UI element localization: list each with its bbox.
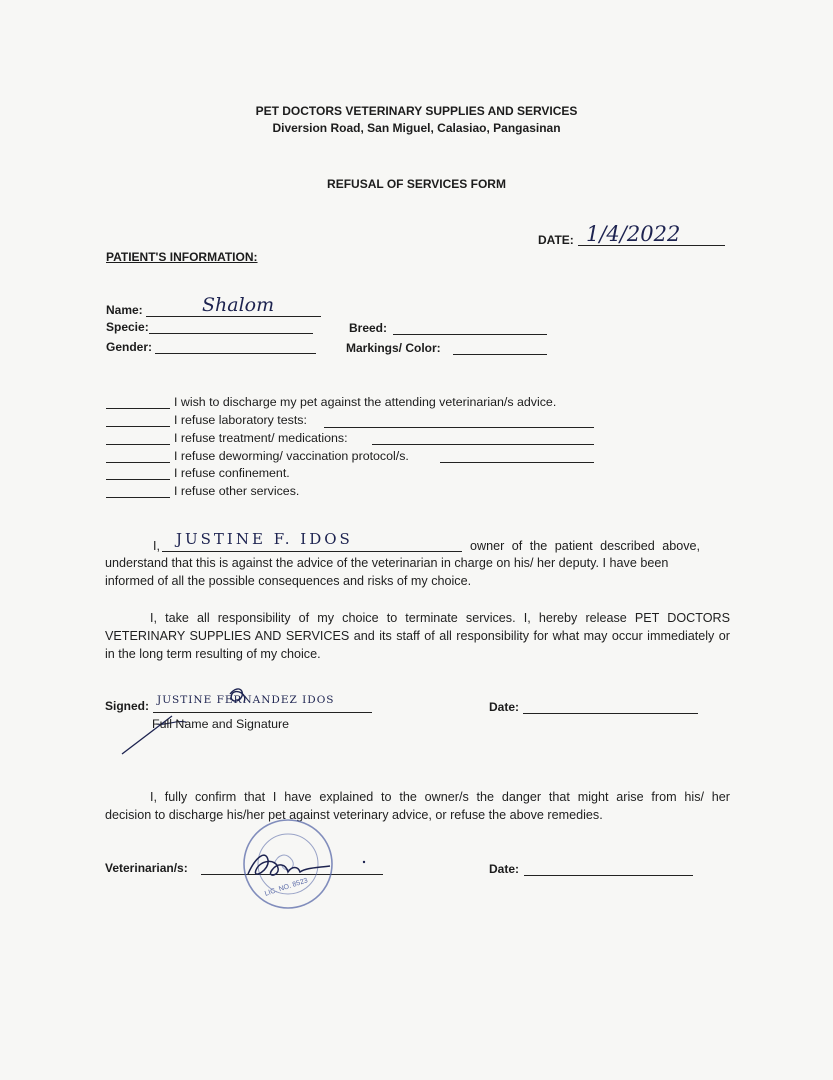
checklist-item-deworming[interactable] xyxy=(106,449,409,467)
confirmation-paragraph xyxy=(105,788,730,824)
statement-line-3: informed of all the possible consequences and risks of my choice. xyxy=(105,574,472,588)
lab-tests-line[interactable] xyxy=(324,427,594,428)
owner-suffix: owner of the patient described above, xyxy=(470,539,701,553)
veterinarian-date-label: Date: xyxy=(489,862,520,876)
checklist-text: I wish to discharge my pet against the attending veterinarian/s advice. xyxy=(174,395,557,409)
checklist-blank[interactable] xyxy=(106,485,170,498)
signature-value[interactable]: JUSTINE FERNANDEZ IDOS xyxy=(157,694,335,706)
checklist-blank[interactable] xyxy=(106,467,170,480)
owner-name-value[interactable]: JUSTINE F. IDOS xyxy=(176,530,353,548)
owner-prefix: I, xyxy=(153,539,160,553)
confirmation-line-1: I, fully confirm that I have explained to the owner/s the danger that might arise from his/ her xyxy=(150,790,730,804)
checklist-text: I refuse deworming/ vaccination protocol/s. xyxy=(174,449,409,463)
checklist-blank[interactable] xyxy=(106,432,170,445)
signature-date-line[interactable] xyxy=(523,713,698,714)
species-label: Specie: xyxy=(106,320,149,334)
company-address: Diversion Road, San Miguel, Calasiao, Pangasinan xyxy=(272,121,561,135)
date-value[interactable]: 1/4/2022 xyxy=(586,222,681,246)
owner-name-line[interactable] xyxy=(162,551,462,552)
checklist-item-discharge[interactable] xyxy=(106,395,556,413)
form-title: REFUSAL OF SERVICES FORM xyxy=(327,177,506,191)
veterinarian-label: Veterinarian/s: xyxy=(105,861,188,875)
signed-label: Signed: xyxy=(105,699,149,713)
treatment-line[interactable] xyxy=(372,444,594,445)
name-value[interactable]: Shalom xyxy=(202,294,275,316)
date-label: DATE: xyxy=(538,233,574,247)
patient-section-title: PATIENT'S INFORMATION: xyxy=(106,250,258,264)
checklist-blank[interactable] xyxy=(106,450,170,463)
responsibility-line-3: in the long term resulting of my choice. xyxy=(105,647,321,661)
confirmation-line-2: decision to discharge his/her pet against veterinary advice, or refuse the above remedies. xyxy=(105,808,603,822)
checklist-text: I refuse treatment/ medications: xyxy=(174,431,348,445)
stamp-license: LIC. NO. 8523 xyxy=(264,877,309,898)
gender-line[interactable] xyxy=(155,353,316,354)
responsibility-line-2: VETERINARY SUPPLIES AND SERVICES and its staff of all responsibility for what may occur immediately or xyxy=(105,629,730,643)
responsibility-line-1: I, take all responsibility of my choice to terminate services. I, hereby release PET DOCTORS xyxy=(150,611,730,625)
company-name: PET DOCTORS VETERINARY SUPPLIES AND SERVICES xyxy=(255,104,578,118)
breed-line[interactable] xyxy=(393,334,547,335)
gender-label: Gender: xyxy=(106,340,153,354)
statement-line-2: understand that this is against the advice of the veterinarian in charge on his/ her deputy. I have been xyxy=(105,556,669,570)
checklist-text: I refuse laboratory tests: xyxy=(174,413,307,427)
species-line[interactable] xyxy=(149,333,313,334)
breed-label: Breed: xyxy=(349,321,388,335)
checklist-text: I refuse other services. xyxy=(174,484,300,498)
signature-caption: Full Name and Signature xyxy=(152,717,290,731)
veterinarian-signature-icon xyxy=(236,840,376,890)
checklist-item-confinement[interactable] xyxy=(106,466,290,484)
checklist-blank[interactable] xyxy=(106,396,170,409)
deworming-line[interactable] xyxy=(440,462,594,463)
responsibility-paragraph xyxy=(105,609,730,663)
markings-label: Markings/ Color: xyxy=(346,341,441,355)
checklist-item-treatment[interactable] xyxy=(106,431,348,449)
checklist-blank[interactable] xyxy=(106,414,170,427)
checklist-item-other[interactable] xyxy=(106,484,299,502)
name-line[interactable] xyxy=(146,316,321,317)
statement-paragraph xyxy=(105,554,730,590)
checklist-text: I refuse confinement. xyxy=(174,466,290,480)
markings-line[interactable] xyxy=(453,354,547,355)
checklist-item-lab-tests[interactable] xyxy=(106,413,307,431)
signature-date-label: Date: xyxy=(489,700,520,714)
name-label: Name: xyxy=(106,303,143,317)
veterinarian-date-line[interactable] xyxy=(524,875,693,876)
